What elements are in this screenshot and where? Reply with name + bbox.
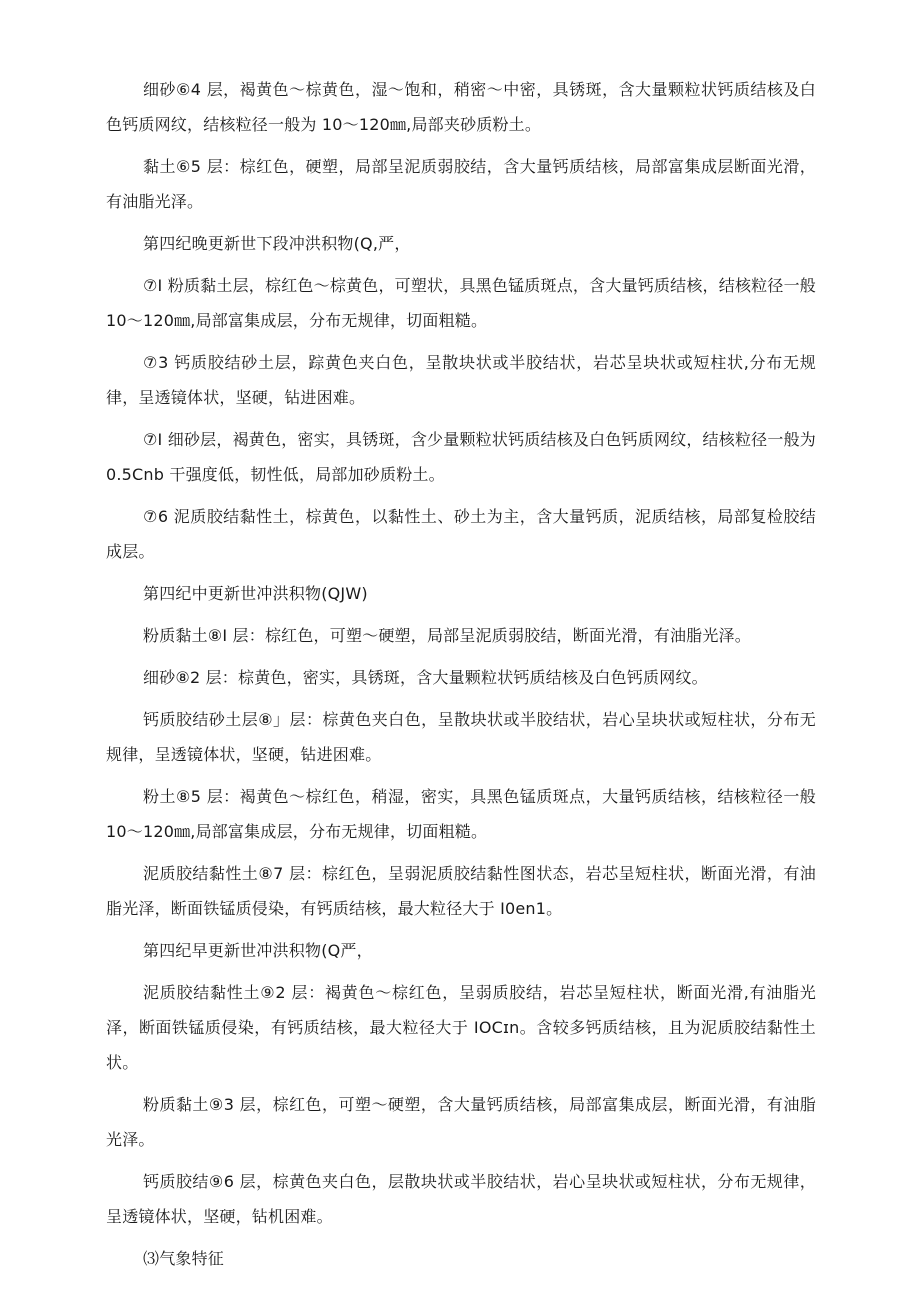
heading-early-pleistocene: 第四纪早更新世冲洪积物(Q严， [143,941,373,960]
paragraph-cohesive-soil-8-7: 泥质胶结黏性土⑧7 层：棕红色，呈弱泥质胶结黏性图状态，岩芯呈短柱状，断面光滑，有油脂光泽，断面铁锰质侵染，有钙质结核，最大粒径大于 I0en1。 [106,864,816,918]
paragraph-silt-8-5: 粉土⑧5 层：褐黄色〜棕红色，稍湿，密实，具黑色锰质斑点，大量钙质结核，结核粒径一般 10～120㎜,局部富集成层，分布无规律，切面粗糙。 [106,787,816,841]
heading-late-pleistocene-lower: 第四纪晚更新世下段冲洪积物(Q,严， [143,234,411,253]
section-heading-climate: ⑶气象特征 [143,1249,225,1268]
paragraph-calcareous-sand-7-3: ⑦3 钙质胶结砂土层，踪黄色夹白色，呈散块状或半胶结状，岩芯呈块状或短柱状,分布无规律，呈透镜体状，坚硬，钻进困难。 [106,353,816,407]
paragraph-silty-clay-9-3: 粉质黏土⑨3 层，棕红色，可塑〜硬塑，含大量钙质结核，局部富集成层，断面光滑，有油脂光泽。 [106,1095,816,1149]
paragraph-fine-sand-6-4: 细砂⑥4 层，褐黄色〜棕黄色，湿〜饱和，稍密〜中密，具锈斑，含大量颗粒状钙质结核及白色钙质网纹，结核粒径一般为 10～120㎜,局部夹砂质粉土。 [106,80,816,134]
paragraph-cohesive-soil-9-2: 泥质胶结黏性土⑨2 层：褐黄色〜棕红色，呈弱质胶结，岩芯呈短柱状，断面光滑,有油脂光泽，断面铁锰质侵染，有钙质结核，最大粒径大于 IOCɪn。含较多钙质结核，且为泥质胶结黏性土状。 [106,983,816,1072]
paragraph-silty-clay-8-1: 粉质黏土⑧I 层：棕红色，可塑〜硬塑，局部呈泥质弱胶结，断面光滑，有油脂光泽。 [143,626,751,645]
paragraph-silty-clay-7-1: ⑦I 粉质黏土层，棕红色〜棕黄色，可塑状，具黑色锰质斑点，含大量钙质结核，结核粒径一般 10～120㎜,局部富集成层，分布无规律，切面粗糙。 [106,276,816,330]
heading-middle-pleistocene: 第四纪中更新世冲洪积物(QJW) [143,584,368,603]
paragraph-cohesive-soil-7-6: ⑦6 泥质胶结黏性土，棕黄色，以黏性土、砂土为主，含大量钙质，泥质结核，局部复检胶结成层。 [106,507,816,561]
paragraph-calcareous-sand-8: 钙质胶结砂土层⑧」层：棕黄色夹白色，呈散块状或半胶结状，岩心呈块状或短柱状，分布无规律，呈透镜体状，坚硬，钻进困难。 [106,710,816,764]
paragraph-clay-6-5: 黏土⑥5 层：棕红色，硬塑，局部呈泥质弱胶结，含大量钙质结核，局部富集成层断面光滑，有油脂光泽。 [106,157,816,211]
document-body [106,72,816,1283]
paragraph-fine-sand-8-2: 细砂⑧2 层：棕黄色，密实，具锈斑，含大量颗粒状钙质结核及白色钙质网纹。 [143,668,708,687]
paragraph-fine-sand-7-1: ⑦I 细砂层，褐黄色，密实，具锈斑，含少量颗粒状钙质结核及白色钙质网纹，结核粒径一般为 0.5Cnb 干强度低，韧性低，局部加砂质粉土。 [106,430,816,484]
paragraph-calcareous-9-6: 钙质胶结⑨6 层，棕黄色夹白色，层散块状或半胶结状，岩心呈块状或短柱状，分布无规律，呈透镜体状，坚硬，钻机困难。 [106,1172,816,1226]
